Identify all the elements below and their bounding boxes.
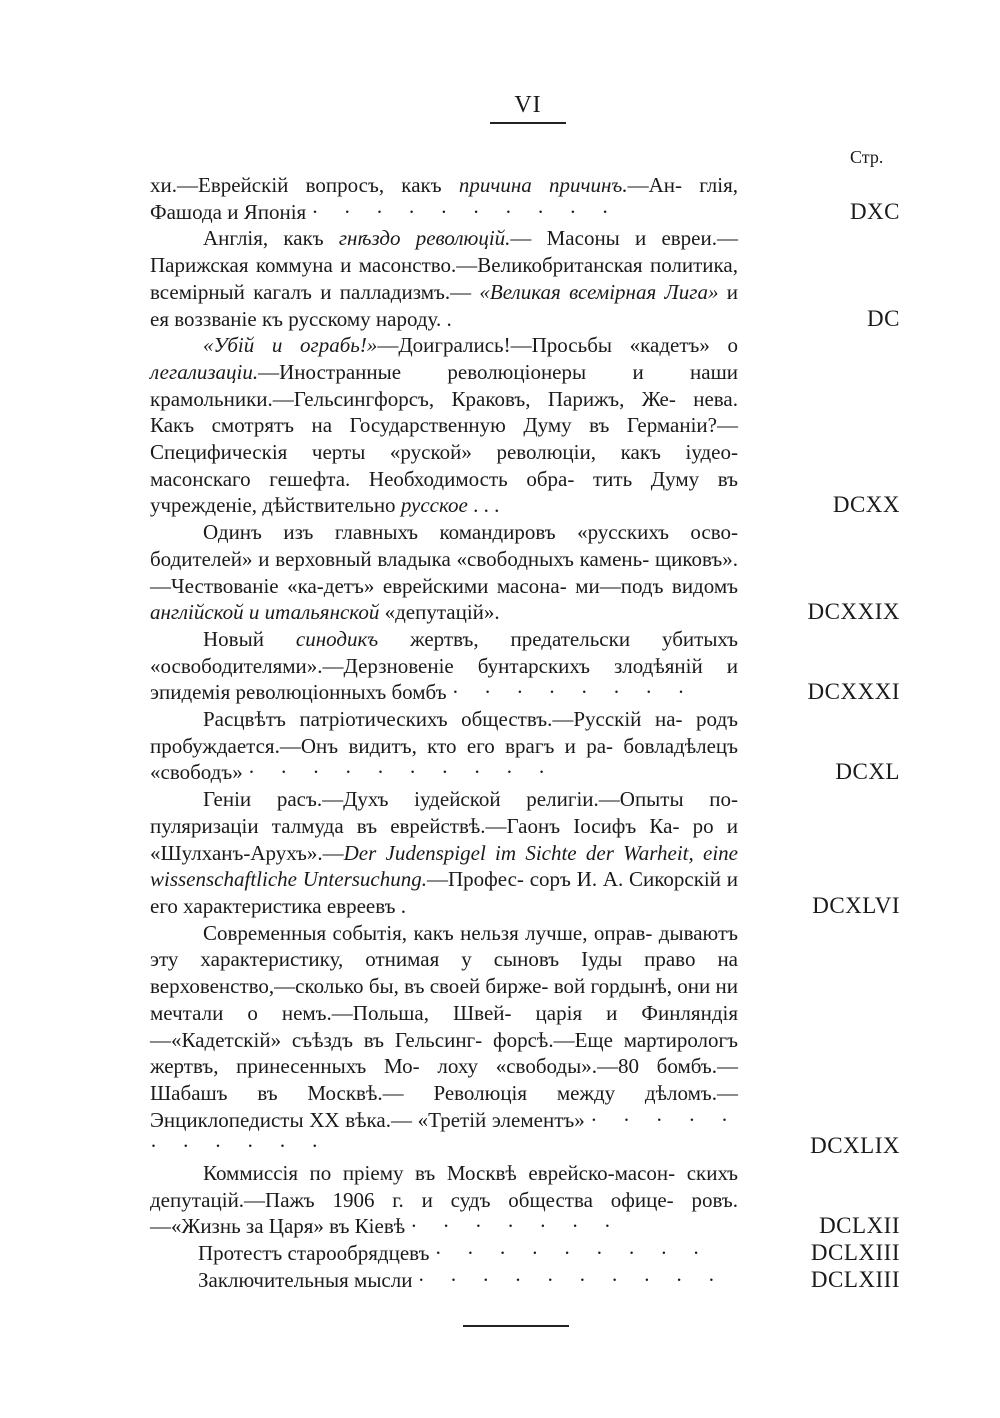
toc-page-ref: DCLXII (819, 1213, 900, 1239)
toc-text: хи.—Еврейскій вопросъ, какъ (150, 173, 459, 197)
dot-leader: · · · · · · · · · · (417, 1267, 725, 1292)
toc-text: форсѣ.—Еще мартирологъ жертвъ, принесенныхъ Мо- (150, 1027, 739, 1079)
toc-entry (150, 706, 910, 786)
toc-italic-text: синодикъ (295, 626, 379, 651)
page-number: VI (514, 92, 542, 118)
toc-entry (150, 626, 910, 706)
toc-line (198, 1268, 725, 1292)
toc-text: «Третій элементъ» (417, 1107, 591, 1132)
toc-line (198, 1241, 710, 1265)
toc-page-ref: DCXXIX (807, 599, 900, 625)
toc-entry-text (150, 706, 738, 786)
toc-text: Англія, какъ (203, 226, 339, 251)
toc-entry (150, 225, 910, 332)
toc-italic-text: причина причинъ. (458, 173, 628, 197)
toc-text: политика, всемірный кагалъ и палладизмъ.— (150, 253, 739, 304)
toc-text: ро и «Шулханъ-Арухъ».— (150, 813, 739, 865)
toc-text: «депутацій». (379, 600, 500, 625)
toc-text: соръ И. А. Сикорскій и его характеристика евреевъ . (150, 867, 739, 918)
toc-italic-text: англійской и итальянской (150, 600, 380, 625)
toc-entry-text (150, 519, 738, 626)
toc-entry (150, 1160, 910, 1240)
toc-entry-text (150, 172, 738, 225)
toc-text: жертвъ, предательски убитыхъ (378, 626, 738, 651)
toc-text: ровъ.—«Жизнь за Царя» въ Кіевѣ (150, 1187, 738, 1239)
toc-text: Парижская коммуна и масонство.—Великобританская (150, 253, 643, 278)
toc-entry (150, 786, 910, 920)
toc-text: Расцвѣтъ патріотическихъ обществъ.—Русскій на- (203, 707, 683, 732)
toc-text: бовладѣлецъ «свободъ» (150, 733, 739, 785)
toc-text: Геніи расъ.—Духъ іудейской религіи.—Опыты по- (203, 787, 738, 812)
toc-text: и ея воззваніе къ русскому народу. . (150, 279, 739, 331)
toc-italic-text: «Великая (479, 279, 561, 304)
toc-italic-text: всемірная Лига» (569, 279, 719, 304)
toc-text: . . . (467, 493, 500, 518)
toc-text: дываютъ эту характеристику, отнимая у сыновъ Іуды (150, 920, 738, 972)
toc-text: Новый (203, 626, 296, 651)
toc-italic-text: Warheit, eine wissenschaftliche Untersuchung. (150, 840, 738, 892)
dot-leader: · · · · · · · · · · (311, 199, 619, 224)
toc-italic-text: Der Judenspigel im Sichte der (343, 840, 614, 865)
toc-text: родъ пробуждается.—Онъ видитъ, кто его врагъ и ра- (150, 707, 738, 758)
toc-entry-text (150, 1240, 738, 1267)
toc-text: бодителей» и верховный владыка «свободныхъ камень- (150, 546, 650, 571)
toc-entry (150, 1267, 910, 1294)
dot-leader: · · · · · · · · · · (247, 760, 556, 785)
toc-entry (150, 920, 910, 1160)
toc-line (150, 173, 682, 197)
header-rule (490, 122, 566, 124)
toc-entry-text (150, 225, 738, 332)
toc-text: Заключительныя мысли (198, 1267, 418, 1292)
toc-line (203, 1161, 675, 1185)
toc-line (150, 547, 649, 571)
toc-text: лоху «свободы».—80 бомбъ.— Шабашъ въ Москвѣ.— (150, 1054, 739, 1105)
toc-text: — Масоны и евреи.— (510, 226, 738, 251)
toc-page-ref: DCLXIII (810, 1266, 900, 1292)
toc-entry-text (150, 626, 738, 706)
toc-page-ref: DCXLIX (810, 1133, 900, 1159)
toc-entry (150, 519, 910, 626)
toc-line (203, 226, 738, 250)
toc-text: Протестъ старообрядцевъ (198, 1241, 435, 1266)
toc-line (150, 387, 676, 411)
dot-leader: · · · · · · · · (451, 680, 695, 705)
toc-italic-text: «Убій и ограбь!» (203, 333, 378, 358)
toc-line (203, 707, 683, 731)
table-of-contents (150, 172, 910, 1294)
toc-entry (150, 332, 910, 519)
toc-text: какъ іудео-масонскаго гешефта. Необходимость обра- (150, 440, 738, 491)
toc-entry-text (150, 332, 738, 519)
dot-leader: · · · · · · · · · · · (150, 1107, 739, 1159)
toc-page-ref: DCLXIII (810, 1240, 900, 1266)
toc-text: пуляризаціи талмуда въ еврействѣ.—Гаонъ Іосифъ Ка- (150, 813, 680, 838)
toc-text: щиковъ».—Чествованіе «ка-детъ» еврейскими масона- (150, 546, 739, 598)
toc-text: ми—подъ видомъ (575, 573, 738, 598)
toc-italic-text: легализаціи. (150, 359, 259, 384)
toc-line (203, 921, 652, 945)
toc-text: —Ан- (627, 173, 682, 197)
footer-rule (463, 1325, 569, 1327)
toc-page-ref: DCXL (835, 759, 900, 785)
dot-leader: · · · · · · · · · (434, 1241, 710, 1266)
toc-text: о (727, 333, 738, 358)
toc-page-ref: DCXLVI (812, 892, 900, 918)
toc-line (203, 787, 738, 811)
page-column-label: Стр. (850, 147, 884, 167)
toc-text: нева. Какъ смотрятъ на Государственную Думу въ (150, 386, 738, 438)
toc-page-ref: DCXXXI (807, 679, 900, 705)
toc-text: царія и Финляндія —«Кадетскій» съѣздъ въ Гельсинг- (150, 1000, 738, 1052)
toc-line (203, 627, 738, 651)
toc-text: Современныя событія, какъ нельзя лучше, оправ- (203, 920, 653, 945)
toc-text: Коммиссія по пріему въ Москвѣ еврейско-масон- (203, 1161, 676, 1186)
toc-entry-text (150, 1267, 738, 1294)
toc-text: —Иностранные революціонеры и наши (258, 359, 738, 384)
dot-leader: · · · · · · · (410, 1214, 621, 1239)
toc-entry (150, 172, 910, 225)
toc-page-ref: DXC (849, 198, 900, 224)
toc-line (150, 253, 643, 277)
toc-text: «освободителями».—Дерзновеніе бунтарскихъ злодѣяній (150, 653, 703, 678)
toc-text: крамольники.—Гельсингфорсъ, Краковъ, Парижъ, Же- (150, 386, 676, 411)
toc-text: Германіи?—Специфическія черты «руской» революціи, (150, 413, 738, 465)
toc-text: скихъ депутацій.—Пажъ 1906 г. и судъ общества офице- (150, 1161, 739, 1212)
toc-text: глія, Фашода и Японія (150, 173, 738, 224)
toc-text: —Профес- (426, 867, 524, 892)
toc-page-ref: DCXX (832, 492, 900, 518)
toc-entry-text (150, 1160, 738, 1240)
toc-italic-text: русское (400, 493, 468, 518)
toc-line (203, 520, 738, 544)
toc-text: вой гордынѣ, они ни мечтали о немъ.—Польша, Швей- (150, 974, 739, 1025)
toc-page-ref: DC (867, 305, 900, 331)
toc-text: Одинъ изъ главныхъ командировъ «русскихъ осво- (203, 520, 738, 545)
toc-text: —Доигрались!—Просьбы «кадетъ» (377, 333, 710, 358)
toc-text: Революція между дѣломъ.—Энциклопедисты XX вѣка.— (150, 1080, 738, 1132)
toc-line (203, 333, 710, 357)
toc-entry-text (150, 786, 738, 920)
toc-text: и эпидемія революціонныхъ бомбъ (150, 653, 738, 705)
toc-text: тить Думу въ учрежденіе, дѣйствительно (150, 466, 739, 518)
toc-text: право на верховенство,—сколько бы, въ своей бирже- (150, 947, 738, 999)
toc-italic-text: гнѣздо революцій. (338, 226, 511, 251)
toc-line (150, 814, 679, 838)
toc-entry-text (150, 920, 738, 1160)
toc-entry (150, 1240, 910, 1267)
toc-line (150, 654, 703, 678)
